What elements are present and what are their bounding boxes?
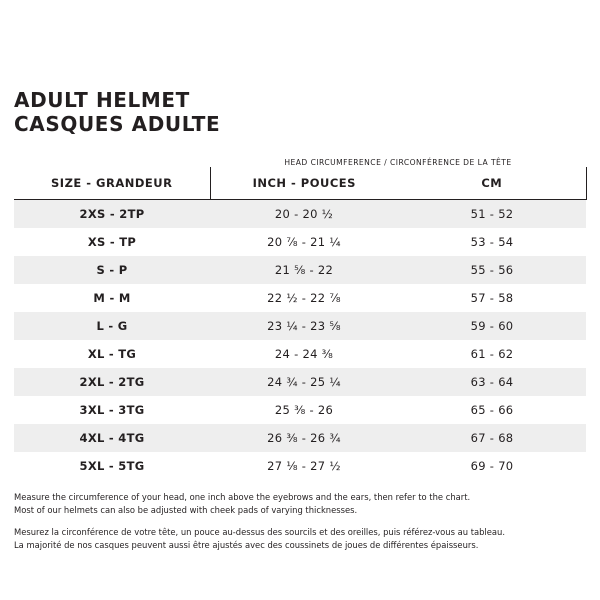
- cell-size: XS - TP: [87, 234, 137, 249]
- table-row: [14, 284, 586, 312]
- cell-cm: 65 - 66: [470, 402, 514, 417]
- cell-cm: 61 - 62: [470, 346, 514, 361]
- cell-size: L - G: [14, 312, 210, 340]
- cell-size: 2XL - 2TG: [14, 368, 210, 396]
- cell-inch: 23 ¼ - 23 ⅝: [210, 312, 398, 340]
- column-header-inch: INCH - POUCES: [210, 167, 398, 200]
- cell-cm: 63 - 64: [398, 368, 586, 396]
- column-header-size: SIZE - GRANDEUR: [14, 167, 210, 200]
- cell-inch: 21 ⅝ - 22: [210, 256, 398, 284]
- cell-inch: 20 - 20 ½: [210, 199, 398, 228]
- table-row: [14, 368, 586, 396]
- cell-size: 3XL - 3TG: [79, 402, 145, 417]
- table-row: [14, 452, 586, 480]
- cell-inch: 24 - 24 ⅜: [274, 346, 334, 361]
- cell-inch: 27 ⅛ - 27 ½: [267, 458, 341, 473]
- cell-size: S - P: [14, 256, 210, 284]
- table-group-header-row: [14, 158, 586, 167]
- table-row: [14, 256, 586, 284]
- table-row: [14, 199, 586, 228]
- cell-inch: 20 ⅞ - 21 ¼: [267, 234, 341, 249]
- cell-cm: 53 - 54: [470, 234, 514, 249]
- note-english-1: Measure the circumference of your head, one inch above the eyebrows and the ears, then refer to the chart.: [14, 491, 471, 502]
- cell-size: 5XL - 5TG: [79, 458, 145, 473]
- cell-cm: 59 - 60: [398, 312, 586, 340]
- cell-cm: 67 - 68: [398, 424, 586, 452]
- cell-inch: 22 ½ - 22 ⅞: [267, 290, 341, 305]
- table-row: [14, 424, 586, 452]
- size-chart-table: [14, 158, 587, 480]
- title-line-2: CASQUES ADULTE: [14, 112, 221, 137]
- notes-spacer: [14, 517, 586, 526]
- page-title: [14, 0, 586, 137]
- group-header-label: HEAD CIRCUMFERENCE / CIRCONFÉRENCE DE LA TÊTE: [284, 157, 512, 167]
- cell-cm: 51 - 52: [398, 199, 586, 228]
- note-french-2: La majorité de nos casques peuvent aussi être ajustés avec des coussinets de joues de différentes épaisseurs.: [14, 539, 479, 550]
- table-row: [14, 312, 586, 340]
- cell-size: XL - TG: [87, 346, 137, 361]
- cell-inch: 26 ⅜ - 26 ¾: [210, 424, 398, 452]
- table-row: [14, 396, 586, 424]
- cell-cm: 55 - 56: [398, 256, 586, 284]
- cell-size: 4XL - 4TG: [14, 424, 210, 452]
- notes-section: [14, 491, 586, 552]
- column-header-cm: CM: [398, 167, 586, 200]
- cell-size: M - M: [93, 290, 131, 305]
- cell-cm: 69 - 70: [470, 458, 514, 473]
- cell-inch: 24 ¾ - 25 ¼: [210, 368, 398, 396]
- table-row: [14, 340, 586, 368]
- note-french-1: Mesurez la circonférence de votre tête, un pouce au-dessus des sourcils et des oreilles, puis référez-vous au tableau.: [14, 526, 506, 537]
- title-line-1: ADULT HELMET: [14, 88, 190, 112]
- cell-inch: 25 ⅜ - 26: [274, 402, 334, 417]
- note-english-2: Most of our helmets can also be adjusted with cheek pads of varying thicknesses.: [14, 504, 358, 515]
- cell-size: 2XS - 2TP: [14, 199, 210, 228]
- cell-cm: 57 - 58: [470, 290, 514, 305]
- group-header-spacer: [14, 158, 210, 167]
- table-column-header-row: [14, 167, 586, 200]
- table-row: [14, 228, 586, 256]
